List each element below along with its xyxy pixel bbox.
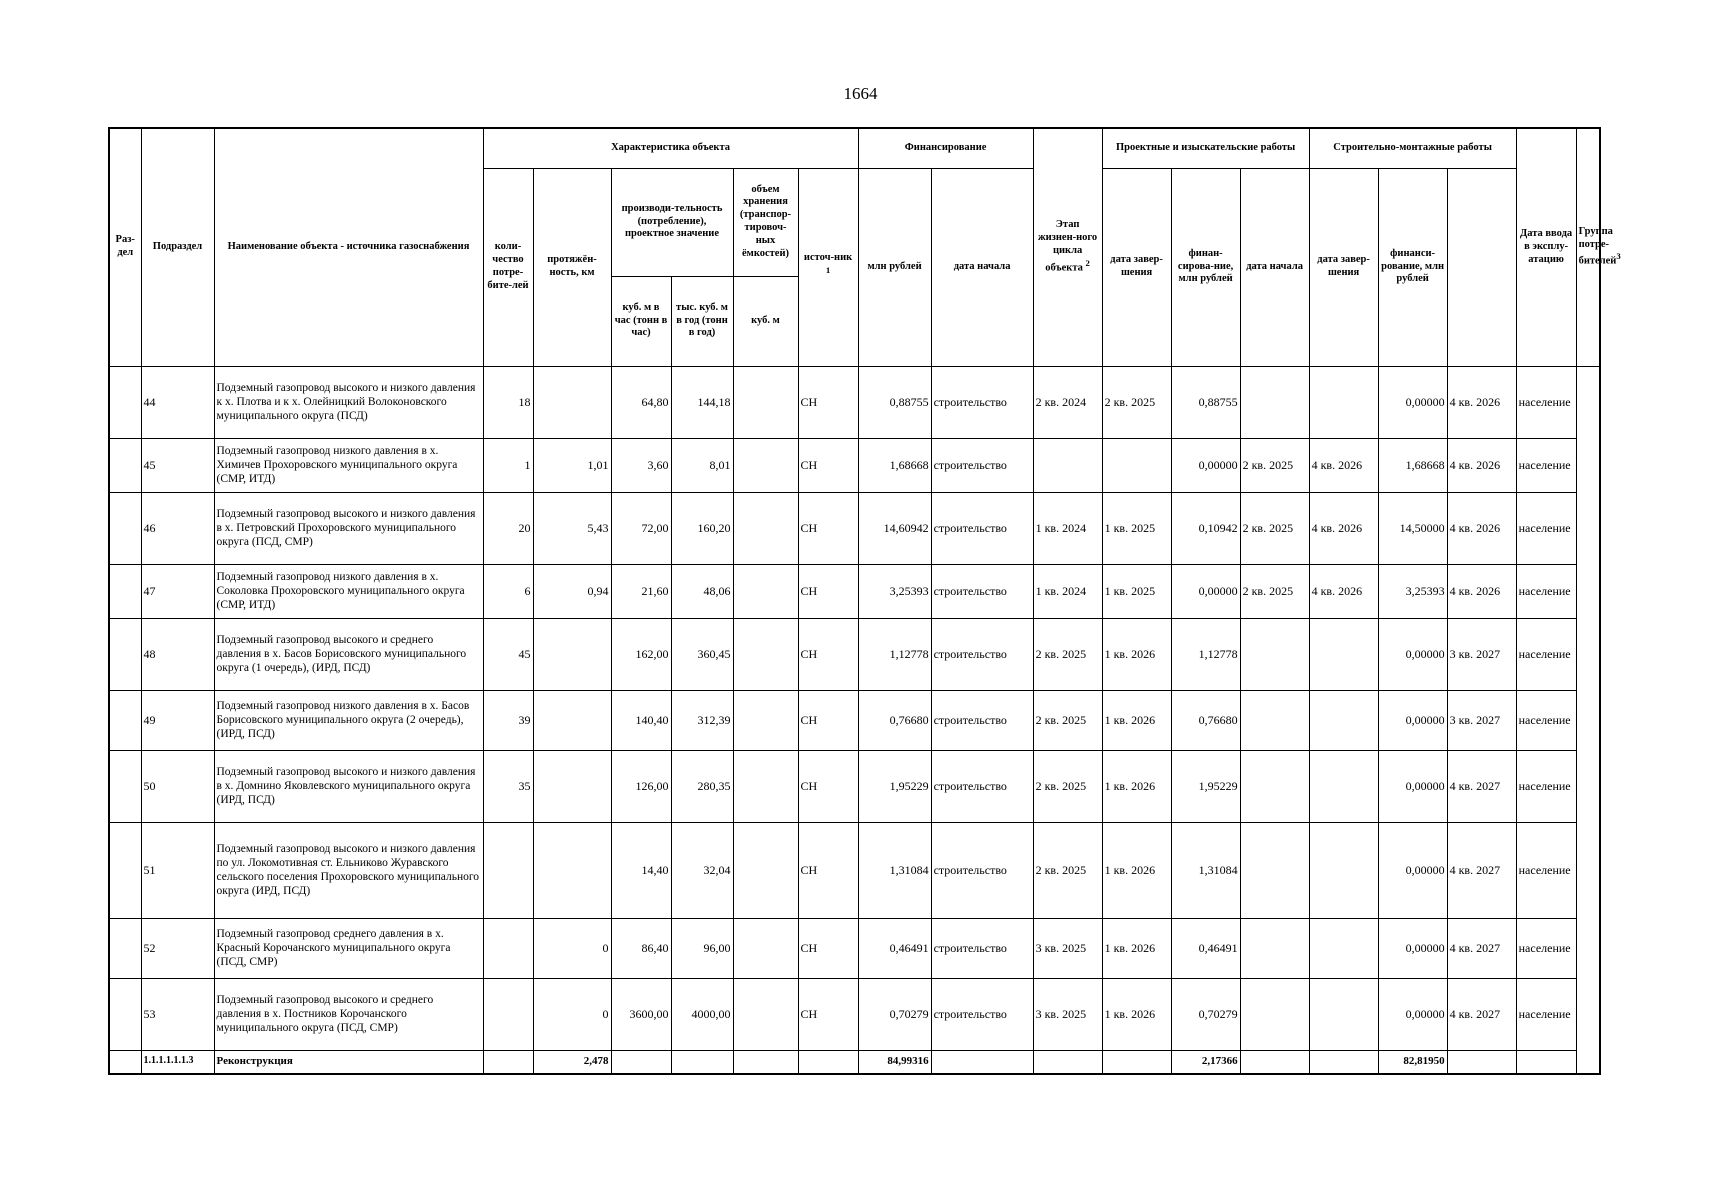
length-cell bbox=[533, 822, 611, 918]
design-end-cell: 1 кв. 2025 bbox=[1102, 564, 1171, 618]
header-design-financing: финан-сирова-ние, млн рублей bbox=[1171, 168, 1240, 366]
table-row bbox=[109, 750, 1600, 822]
capacity-hour-cell: 126,00 bbox=[611, 750, 671, 822]
storage-cell bbox=[733, 438, 798, 492]
stage-cell: строительство bbox=[931, 918, 1033, 978]
design-end-cell: 1 кв. 2026 bbox=[1102, 690, 1171, 750]
storage-cell bbox=[733, 618, 798, 690]
object-name-cell: Подземный газопровод низкого давления в х. Басов Борисовского муниципального округа (2 очередь), (ИРД, ПСД) bbox=[214, 690, 483, 750]
consumer-group-cell: население bbox=[1516, 750, 1576, 822]
source-cell: СН bbox=[798, 618, 858, 690]
construction-end-cell: 4 кв. 2026 bbox=[1309, 438, 1378, 492]
mln-rub-cell: 1,95229 bbox=[858, 750, 931, 822]
source-cell: СН bbox=[798, 492, 858, 564]
storage-cell bbox=[733, 750, 798, 822]
header-financing: Финансирование bbox=[858, 128, 1033, 168]
object-name-cell: Подземный газопровод высокого и низкого давления по ул. Локомотивная ст. Ельниково Журавского сельского поселения Прохоровского муниципального округа (ИРД, ПСД) bbox=[214, 822, 483, 918]
construction-end-cell bbox=[1309, 822, 1378, 918]
total-cap-year bbox=[671, 1050, 733, 1074]
mln-rub-cell: 3,25393 bbox=[858, 564, 931, 618]
total-consumer-group bbox=[1516, 1050, 1576, 1074]
razdel-cell bbox=[109, 564, 141, 618]
subsection-cell: 50 bbox=[141, 750, 214, 822]
construction-end-cell bbox=[1309, 366, 1378, 438]
header-design-works: Проектные и изыскательские работы bbox=[1102, 128, 1309, 168]
mln-rub-cell: 0,46491 bbox=[858, 918, 931, 978]
source-cell: СН bbox=[798, 822, 858, 918]
total-mln: 84,99316 bbox=[858, 1050, 931, 1074]
construction-end-cell: 4 кв. 2026 bbox=[1309, 564, 1378, 618]
total-design-financing: 2,17366 bbox=[1171, 1050, 1240, 1074]
razdel-cell bbox=[109, 822, 141, 918]
length-cell: 0 bbox=[533, 978, 611, 1050]
consumer-group-cell: население bbox=[1516, 492, 1576, 564]
header-capacity-hour: куб. м в час (тонн в час) bbox=[611, 276, 671, 366]
subsection-cell: 51 bbox=[141, 822, 214, 918]
design-start-cell: 1 кв. 2024 bbox=[1033, 492, 1102, 564]
capacity-year-cell: 4000,00 bbox=[671, 978, 733, 1050]
construction-start-cell bbox=[1240, 822, 1309, 918]
capacity-hour-cell: 21,60 bbox=[611, 564, 671, 618]
commissioning-cell: 4 кв. 2027 bbox=[1447, 918, 1516, 978]
construction-start-cell bbox=[1240, 978, 1309, 1050]
capacity-hour-cell: 86,40 bbox=[611, 918, 671, 978]
subsection-cell: 46 bbox=[141, 492, 214, 564]
construction-end-cell bbox=[1309, 978, 1378, 1050]
subsection-cell: 53 bbox=[141, 978, 214, 1050]
stage-cell: строительство bbox=[931, 366, 1033, 438]
header-storage-unit: куб. м bbox=[733, 276, 798, 366]
construction-start-cell bbox=[1240, 918, 1309, 978]
header-construction-start: дата начала bbox=[1240, 168, 1309, 366]
capacity-hour-cell: 64,80 bbox=[611, 366, 671, 438]
length-cell bbox=[533, 618, 611, 690]
capacity-year-cell: 160,20 bbox=[671, 492, 733, 564]
design-start-cell: 2 кв. 2025 bbox=[1033, 690, 1102, 750]
object-name-cell: Подземный газопровод низкого давления в х. Химичев Прохоровского муниципального округа (СМР, ИТД) bbox=[214, 438, 483, 492]
stage-cell: строительство bbox=[931, 690, 1033, 750]
design-financing-cell: 0,76680 bbox=[1171, 690, 1240, 750]
consumers-cell: 35 bbox=[483, 750, 533, 822]
razdel-cell bbox=[109, 918, 141, 978]
total-consumers bbox=[483, 1050, 533, 1074]
consumers-cell: 6 bbox=[483, 564, 533, 618]
consumer-group-cell: население bbox=[1516, 918, 1576, 978]
commissioning-cell: 4 кв. 2026 bbox=[1447, 492, 1516, 564]
capacity-hour-cell: 72,00 bbox=[611, 492, 671, 564]
table-body bbox=[109, 366, 1600, 1050]
table-total bbox=[109, 1050, 1600, 1074]
length-cell bbox=[533, 750, 611, 822]
object-name-cell: Подземный газопровод высокого и низкого давления к х. Плотва и к х. Олейницкий Волоконовского муниципального округа (ПСД) bbox=[214, 366, 483, 438]
design-start-cell: 2 кв. 2024 bbox=[1033, 366, 1102, 438]
construction-end-cell bbox=[1309, 750, 1378, 822]
total-construction-financing: 82,81950 bbox=[1378, 1050, 1447, 1074]
design-end-cell: 1 кв. 2026 bbox=[1102, 918, 1171, 978]
consumer-group-cell: население bbox=[1516, 618, 1576, 690]
total-source bbox=[798, 1050, 858, 1074]
mln-rub-cell: 1,12778 bbox=[858, 618, 931, 690]
lifecycle-footnote-mark: 2 bbox=[1085, 257, 1090, 268]
table-row bbox=[109, 492, 1600, 564]
source-cell: СН bbox=[798, 366, 858, 438]
storage-cell bbox=[733, 564, 798, 618]
design-start-cell bbox=[1033, 438, 1102, 492]
mln-rub-cell: 0,70279 bbox=[858, 978, 931, 1050]
source-cell: СН bbox=[798, 438, 858, 492]
stage-cell: строительство bbox=[931, 750, 1033, 822]
total-length: 2,478 bbox=[533, 1050, 611, 1074]
razdel-cell bbox=[109, 438, 141, 492]
razdel-cell bbox=[109, 366, 141, 438]
stage-cell: строительство bbox=[931, 438, 1033, 492]
header-capacity-year: тыс. куб. м в год (тонн в год) bbox=[671, 276, 733, 366]
object-name-cell: Подземный газопровод низкого давления в х. Соколовка Прохоровского муниципального округа (СМР, ИТД) bbox=[214, 564, 483, 618]
design-end-cell: 1 кв. 2026 bbox=[1102, 750, 1171, 822]
design-end-cell: 1 кв. 2025 bbox=[1102, 492, 1171, 564]
commissioning-cell: 4 кв. 2027 bbox=[1447, 822, 1516, 918]
construction-financing-cell: 0,00000 bbox=[1378, 750, 1447, 822]
design-financing-cell: 0,88755 bbox=[1171, 366, 1240, 438]
mln-rub-cell: 0,76680 bbox=[858, 690, 931, 750]
consumer-group-cell: население bbox=[1516, 978, 1576, 1050]
consumer-group-cell: население bbox=[1516, 690, 1576, 750]
consumers-cell: 1 bbox=[483, 438, 533, 492]
construction-financing-cell: 0,00000 bbox=[1378, 822, 1447, 918]
header-source: источ-ник $^1$ bbox=[798, 168, 858, 366]
storage-cell bbox=[733, 822, 798, 918]
commissioning-cell: 4 кв. 2026 bbox=[1447, 564, 1516, 618]
header-razdel: Раз-дел bbox=[109, 128, 141, 366]
total-construction-start bbox=[1240, 1050, 1309, 1074]
design-financing-cell: 1,31084 bbox=[1171, 822, 1240, 918]
construction-start-cell: 2 кв. 2025 bbox=[1240, 564, 1309, 618]
header-construction-works: Строительно-монтажные работы bbox=[1309, 128, 1516, 168]
razdel-cell bbox=[109, 690, 141, 750]
razdel-cell bbox=[109, 750, 141, 822]
object-name-cell: Подземный газопровод высокого и среднего давления в х. Басов Борисовского муниципального округа (1 очередь), (ИРД, ПСД) bbox=[214, 618, 483, 690]
design-financing-cell: 0,46491 bbox=[1171, 918, 1240, 978]
total-commissioning bbox=[1447, 1050, 1516, 1074]
total-row bbox=[109, 1050, 1600, 1074]
capacity-year-cell: 312,39 bbox=[671, 690, 733, 750]
razdel-cell bbox=[109, 978, 141, 1050]
total-razdel bbox=[109, 1050, 141, 1074]
design-end-cell: 2 кв. 2025 bbox=[1102, 366, 1171, 438]
page-number: 1664 bbox=[843, 84, 878, 103]
construction-financing-cell: 0,00000 bbox=[1378, 978, 1447, 1050]
stage-cell: строительство bbox=[931, 492, 1033, 564]
table-row bbox=[109, 690, 1600, 750]
capacity-hour-cell: 3600,00 bbox=[611, 978, 671, 1050]
object-name-cell: Подземный газопровод высокого и среднего давления в х. Постников Корочанского муниципального округа (ПСД, СМР) bbox=[214, 978, 483, 1050]
construction-financing-cell: 0,00000 bbox=[1378, 618, 1447, 690]
commissioning-cell: 3 кв. 2027 bbox=[1447, 690, 1516, 750]
header-length: протяжён-ность, км bbox=[533, 168, 611, 366]
header-lifecycle-stage: Этап жизнен-ного цикла объекта $^2$ bbox=[1033, 128, 1102, 366]
subsection-cell: 49 bbox=[141, 690, 214, 750]
construction-financing-cell: 14,50000 bbox=[1378, 492, 1447, 564]
total-design-end bbox=[1102, 1050, 1171, 1074]
subsection-cell: 47 bbox=[141, 564, 214, 618]
design-start-cell: 2 кв. 2025 bbox=[1033, 750, 1102, 822]
source-cell: СН bbox=[798, 750, 858, 822]
consumer-group-cell: население bbox=[1516, 822, 1576, 918]
source-cell: СН bbox=[798, 564, 858, 618]
header-object-name: Наименование объекта - источника газоснабжения bbox=[214, 128, 483, 366]
total-code: 1.1.1.1.1.1.3 bbox=[141, 1050, 214, 1074]
capacity-year-cell: 96,00 bbox=[671, 918, 733, 978]
design-end-cell: 1 кв. 2026 bbox=[1102, 978, 1171, 1050]
storage-cell bbox=[733, 690, 798, 750]
mln-rub-cell: 1,31084 bbox=[858, 822, 931, 918]
object-name-cell: Подземный газопровод среднего давления в х. Красный Корочанского муниципального округа (ПСД, СМР) bbox=[214, 918, 483, 978]
capacity-year-cell: 8,01 bbox=[671, 438, 733, 492]
length-cell: 0,94 bbox=[533, 564, 611, 618]
object-name-cell: Подземный газопровод высокого и низкого давления в х. Домнино Яковлевского муниципального округа (ИРД, ПСД) bbox=[214, 750, 483, 822]
design-end-cell: 1 кв. 2026 bbox=[1102, 618, 1171, 690]
consumers-cell bbox=[483, 918, 533, 978]
total-stage bbox=[931, 1050, 1033, 1074]
table-row bbox=[109, 366, 1600, 438]
construction-financing-cell: 3,25393 bbox=[1378, 564, 1447, 618]
construction-start-cell: 2 кв. 2025 bbox=[1240, 438, 1309, 492]
stage-cell: строительство bbox=[931, 978, 1033, 1050]
design-start-cell: 3 кв. 2025 bbox=[1033, 978, 1102, 1050]
length-cell: 0 bbox=[533, 918, 611, 978]
capacity-hour-cell: 3,60 bbox=[611, 438, 671, 492]
total-design-start bbox=[1033, 1050, 1102, 1074]
design-financing-cell: 0,00000 bbox=[1171, 564, 1240, 618]
source-cell: СН bbox=[798, 978, 858, 1050]
table-row bbox=[109, 822, 1600, 918]
header-construction-end: дата завер-шения bbox=[1309, 168, 1378, 366]
design-financing-cell: 1,12778 bbox=[1171, 618, 1240, 690]
length-cell: 1,01 bbox=[533, 438, 611, 492]
construction-start-cell bbox=[1240, 618, 1309, 690]
length-cell bbox=[533, 366, 611, 438]
consumer-group-cell: население bbox=[1516, 564, 1576, 618]
object-name-cell: Подземный газопровод высокого и низкого давления в х. Петровский Прохоровского муниципального округа (ПСД, СМР) bbox=[214, 492, 483, 564]
stage-cell: строительство bbox=[931, 618, 1033, 690]
header-construction-financing: финанси-рование, млн рублей bbox=[1378, 168, 1447, 366]
razdel-cell bbox=[109, 492, 141, 564]
header-mln-rub: млн рублей bbox=[858, 168, 931, 366]
length-cell bbox=[533, 690, 611, 750]
construction-end-cell bbox=[1309, 918, 1378, 978]
storage-cell bbox=[733, 918, 798, 978]
capacity-year-cell: 48,06 bbox=[671, 564, 733, 618]
design-end-cell: 1 кв. 2026 bbox=[1102, 822, 1171, 918]
mln-rub-cell: 1,68668 bbox=[858, 438, 931, 492]
design-financing-cell: 0,10942 bbox=[1171, 492, 1240, 564]
total-storage bbox=[733, 1050, 798, 1074]
commissioning-cell: 4 кв. 2026 bbox=[1447, 366, 1516, 438]
length-cell: 5,43 bbox=[533, 492, 611, 564]
consumers-cell: 45 bbox=[483, 618, 533, 690]
capacity-hour-cell: 162,00 bbox=[611, 618, 671, 690]
mln-rub-cell: 14,60942 bbox=[858, 492, 931, 564]
consumer-group-cell: население bbox=[1516, 366, 1576, 438]
header-commissioning: Дата ввода в эксплу-атацию bbox=[1516, 128, 1576, 366]
table-row bbox=[109, 618, 1600, 690]
commissioning-cell: 4 кв. 2027 bbox=[1447, 750, 1516, 822]
construction-financing-cell: 0,00000 bbox=[1378, 366, 1447, 438]
subsection-cell: 45 bbox=[141, 438, 214, 492]
source-cell: СН bbox=[798, 918, 858, 978]
table-row bbox=[109, 438, 1600, 492]
commissioning-cell: 4 кв. 2026 bbox=[1447, 438, 1516, 492]
header-capacity: производи-тельность (потребление), проектное значение bbox=[611, 168, 733, 276]
subsection-cell: 52 bbox=[141, 918, 214, 978]
consumers-cell bbox=[483, 978, 533, 1050]
consumers-cell bbox=[483, 822, 533, 918]
construction-end-cell bbox=[1309, 618, 1378, 690]
design-start-cell: 3 кв. 2025 bbox=[1033, 918, 1102, 978]
table-row bbox=[109, 918, 1600, 978]
commissioning-cell: 4 кв. 2027 bbox=[1447, 978, 1516, 1050]
construction-financing-cell: 0,00000 bbox=[1378, 918, 1447, 978]
capacity-year-cell: 280,35 bbox=[671, 750, 733, 822]
capacity-hour-cell: 140,40 bbox=[611, 690, 671, 750]
source-footnote-mark: 1 bbox=[825, 264, 831, 275]
design-start-cell: 2 кв. 2025 bbox=[1033, 822, 1102, 918]
capacity-year-cell: 144,18 bbox=[671, 366, 733, 438]
header-storage: объем хранения (транспор-тировоч-ных ёмкостей) bbox=[733, 168, 798, 276]
design-financing-cell: 0,70279 bbox=[1171, 978, 1240, 1050]
design-financing-cell: 1,95229 bbox=[1171, 750, 1240, 822]
commissioning-cell: 3 кв. 2027 bbox=[1447, 618, 1516, 690]
design-start-cell: 1 кв. 2024 bbox=[1033, 564, 1102, 618]
razdel-cell bbox=[109, 618, 141, 690]
header-podrazdel: Подраздел bbox=[141, 128, 214, 366]
construction-start-cell bbox=[1240, 690, 1309, 750]
table-row bbox=[109, 978, 1600, 1050]
storage-cell bbox=[733, 492, 798, 564]
total-name: Реконструкция bbox=[214, 1050, 483, 1074]
consumers-cell: 18 bbox=[483, 366, 533, 438]
capacity-hour-cell: 14,40 bbox=[611, 822, 671, 918]
storage-cell bbox=[733, 366, 798, 438]
consumers-cell: 20 bbox=[483, 492, 533, 564]
header-design-start: дата начала bbox=[931, 168, 1033, 366]
stage-cell: строительство bbox=[931, 822, 1033, 918]
header-consumer-group: Группа потре-бителей$^3$ bbox=[1576, 128, 1600, 366]
construction-end-cell bbox=[1309, 690, 1378, 750]
subsection-cell: 48 bbox=[141, 618, 214, 690]
header-consumers-count: коли-чество потре-бите-лей bbox=[483, 168, 533, 366]
construction-end-cell: 4 кв. 2026 bbox=[1309, 492, 1378, 564]
construction-financing-cell: 1,68668 bbox=[1378, 438, 1447, 492]
construction-start-cell: 2 кв. 2025 bbox=[1240, 492, 1309, 564]
capacity-year-cell: 360,45 bbox=[671, 618, 733, 690]
design-end-cell bbox=[1102, 438, 1171, 492]
total-cap-hour bbox=[611, 1050, 671, 1074]
consumer-group-cell: население bbox=[1516, 438, 1576, 492]
consumers-cell: 39 bbox=[483, 690, 533, 750]
gas-objects-table bbox=[108, 127, 1621, 1075]
construction-start-cell bbox=[1240, 750, 1309, 822]
stage-cell: строительство bbox=[931, 564, 1033, 618]
source-cell: СН bbox=[798, 690, 858, 750]
mln-rub-cell: 0,88755 bbox=[858, 366, 931, 438]
capacity-year-cell: 32,04 bbox=[671, 822, 733, 918]
design-financing-cell: 0,00000 bbox=[1171, 438, 1240, 492]
header-characteristics: Характеристика объекта bbox=[483, 128, 858, 168]
total-construction-end bbox=[1309, 1050, 1378, 1074]
construction-start-cell bbox=[1240, 366, 1309, 438]
storage-cell bbox=[733, 978, 798, 1050]
design-start-cell: 2 кв. 2025 bbox=[1033, 618, 1102, 690]
construction-financing-cell: 0,00000 bbox=[1378, 690, 1447, 750]
table-row bbox=[109, 564, 1600, 618]
subsection-cell: 44 bbox=[141, 366, 214, 438]
consumer-group-footnote-mark: 3 bbox=[1616, 251, 1621, 262]
header-design-end: дата завер-шения bbox=[1102, 168, 1171, 366]
